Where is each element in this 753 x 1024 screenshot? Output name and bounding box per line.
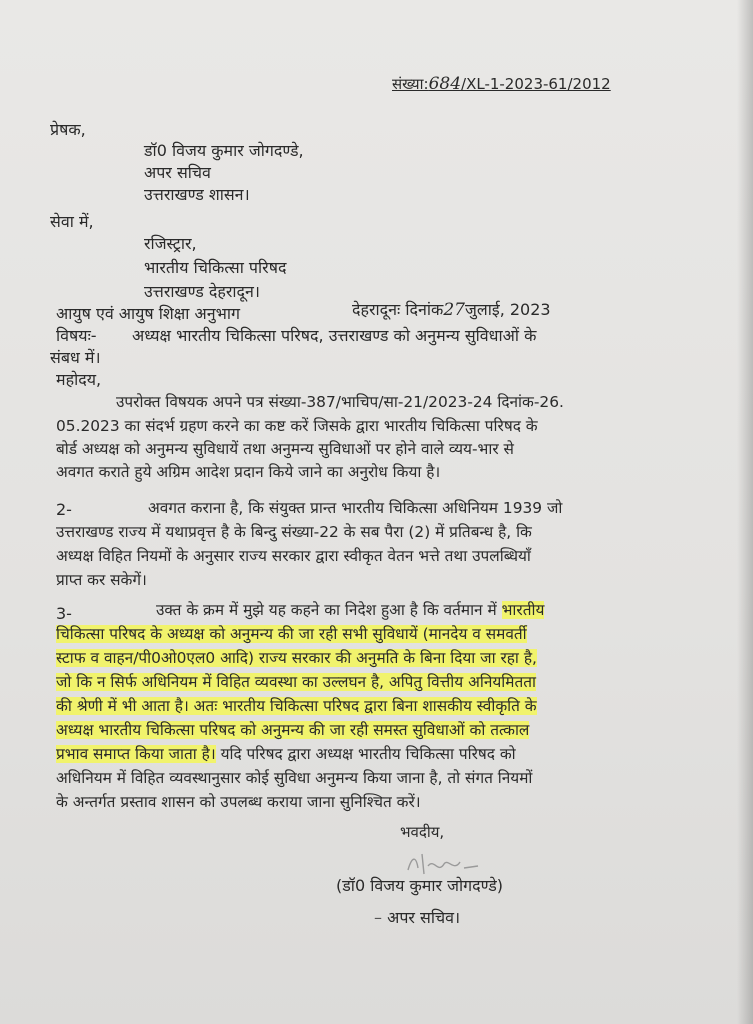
- recipient-office: भारतीय चिकित्सा परिषद: [144, 258, 287, 277]
- reference-suffix: /XL-1-2023-61/2012: [461, 75, 611, 93]
- sender-label: प्रेषक,: [50, 120, 86, 139]
- paragraph-3-line: अधिनियम में विहित व्यवस्थानुसार कोई सुविधा अनुमन्य किया जाना है, तो संगत नियमों: [56, 769, 533, 787]
- subject-label: विषयः-: [56, 326, 97, 345]
- sender-name: डॉ0 विजय कुमार जोगदण्डे,: [144, 141, 304, 160]
- recipient-label: सेवा में,: [50, 212, 94, 231]
- date-handwritten-day: 27: [443, 300, 465, 320]
- paragraph-3-line-7: [56, 744, 638, 764]
- paragraph-1-line: 05.2023 का संदर्भ ग्रहण करने का कष्ट करें जिसके द्वारा भारतीय चिकित्सा परिषद के: [56, 417, 538, 435]
- paragraph-2-line: उत्तराखण्ड राज्य में यथाप्रवृत्त है के बिन्दु संख्या-22 के सब पैरा (2) में प्रतिबन्ध है, कि: [56, 523, 532, 541]
- valediction: भवदीय,: [400, 823, 445, 841]
- paragraph-3-highlighted-line: [56, 672, 638, 692]
- signatory-designation: – अपर सचिव।: [374, 908, 461, 927]
- highlighted-text: की श्रेणी में भी आता है। अतः भारतीय चिकित्सा परिषद द्वारा बिना शासकीय स्वीकृति के: [56, 697, 537, 715]
- sender-office: उत्तराखण्ड शासन।: [144, 185, 250, 204]
- paragraph-3-line-7-plain: यदि परिषद द्वारा अध्यक्ष भारतीय चिकित्सा परिषद को: [215, 745, 516, 763]
- sender-designation: अपर सचिव: [144, 163, 211, 182]
- paragraph-2-line: प्राप्त कर सकेगें।: [56, 571, 147, 589]
- recipient-designation: रजिस्ट्रार,: [144, 234, 197, 253]
- paragraph-1-line: उपरोक्त विषयक अपने पत्र संख्या-387/भाचिप/सा-21/2023-24 दिनांक-26.: [116, 393, 564, 411]
- paragraph-3-line: के अन्तर्गत प्रस्ताव शासन को उपलब्ध कराया जाना सुनिश्चित करें।: [56, 793, 421, 811]
- subject-line-1: अध्यक्ष भारतीय चिकित्सा परिषद, उत्तराखण्ड को अनुमन्य सुविधाओं के: [132, 326, 537, 345]
- highlighted-text: भारतीय: [501, 601, 545, 619]
- highlighted-text: प्रभाव समाप्त किया जाता है।: [56, 745, 216, 763]
- paragraph-2-number: 2-: [56, 500, 72, 519]
- paragraph-3-line-1-plain: उक्त के क्रम में मुझे यह कहने का निदेश हुआ है कि वर्तमान में: [156, 601, 502, 619]
- signatory-designation-text: अपर सचिव।: [387, 908, 461, 927]
- paragraph-2-line: अवगत कराना है, कि संयुक्त प्रान्त भारतीय चिकित्सा अधिनियम 1939 जो: [148, 499, 563, 517]
- paragraph-3-highlighted-line: [56, 696, 638, 716]
- highlighted-text: स्टाफ व वाहन/पी0ओ0एल0 आदि) राज्य सरकार की अनुमति के बिना दिया जा रहा है,: [56, 649, 537, 667]
- date-prefix: देहरादूनः दिनांक: [352, 300, 444, 319]
- page-edge-shadow: [737, 0, 753, 1024]
- paragraph-2-line: अध्यक्ष विहित नियमों के अनुसार राज्य सरकार द्वारा स्वीकृत वेतन भत्ते तथा उपलब्धियॉं: [56, 547, 531, 565]
- letter-date: [352, 300, 551, 320]
- date-suffix: जुलाई, 2023: [464, 300, 551, 319]
- signatory-name: (डॉ0 विजय कुमार जोगदण्डे): [336, 876, 504, 895]
- reference-handwritten-number: 684: [428, 74, 462, 94]
- paragraph-3-highlighted-line: [56, 648, 638, 668]
- reference-prefix: संख्या:: [392, 75, 429, 93]
- recipient-place: उत्तराखण्ड देहरादून।: [144, 282, 260, 301]
- reference-number: [392, 74, 611, 94]
- paragraph-3-line-1: [156, 600, 544, 620]
- subject-line-2: संबध में।: [50, 348, 101, 367]
- salutation: महोदय,: [56, 370, 102, 389]
- paragraph-1-line: बोर्ड अध्यक्ष को अनुमन्य सुविधायें तथा अनुमन्य सुविधाओं पर होने वाले व्यय-भार से: [56, 440, 514, 458]
- paragraph-3-highlighted-line: [56, 624, 638, 644]
- paragraph-1-line: अवगत कराते हुये अग्रिम आदेश प्रदान किये जाने का अनुरोध किया है।: [56, 463, 441, 481]
- highlighted-text: जो कि न सिर्फ अधिनियम में विहित व्यवस्था का उल्लघन है, अपितु वित्तीय अनियमितता: [56, 673, 537, 691]
- paragraph-3-number: 3-: [56, 604, 72, 623]
- highlighted-text: चिकित्सा परिषद के अध्यक्ष को अनुमन्य की जा रही सभी सुविधायें (मानदेय व समवर्ती: [56, 625, 527, 643]
- highlighted-text: अध्यक्ष भारतीय चिकित्सा परिषद को अनुमन्य की जा रही समस्त सुविधाओं को तत्काल: [56, 721, 530, 739]
- paragraph-3-highlighted-line: [56, 720, 638, 740]
- department: आयुष एवं आयुष शिक्षा अनुभाग: [56, 304, 240, 323]
